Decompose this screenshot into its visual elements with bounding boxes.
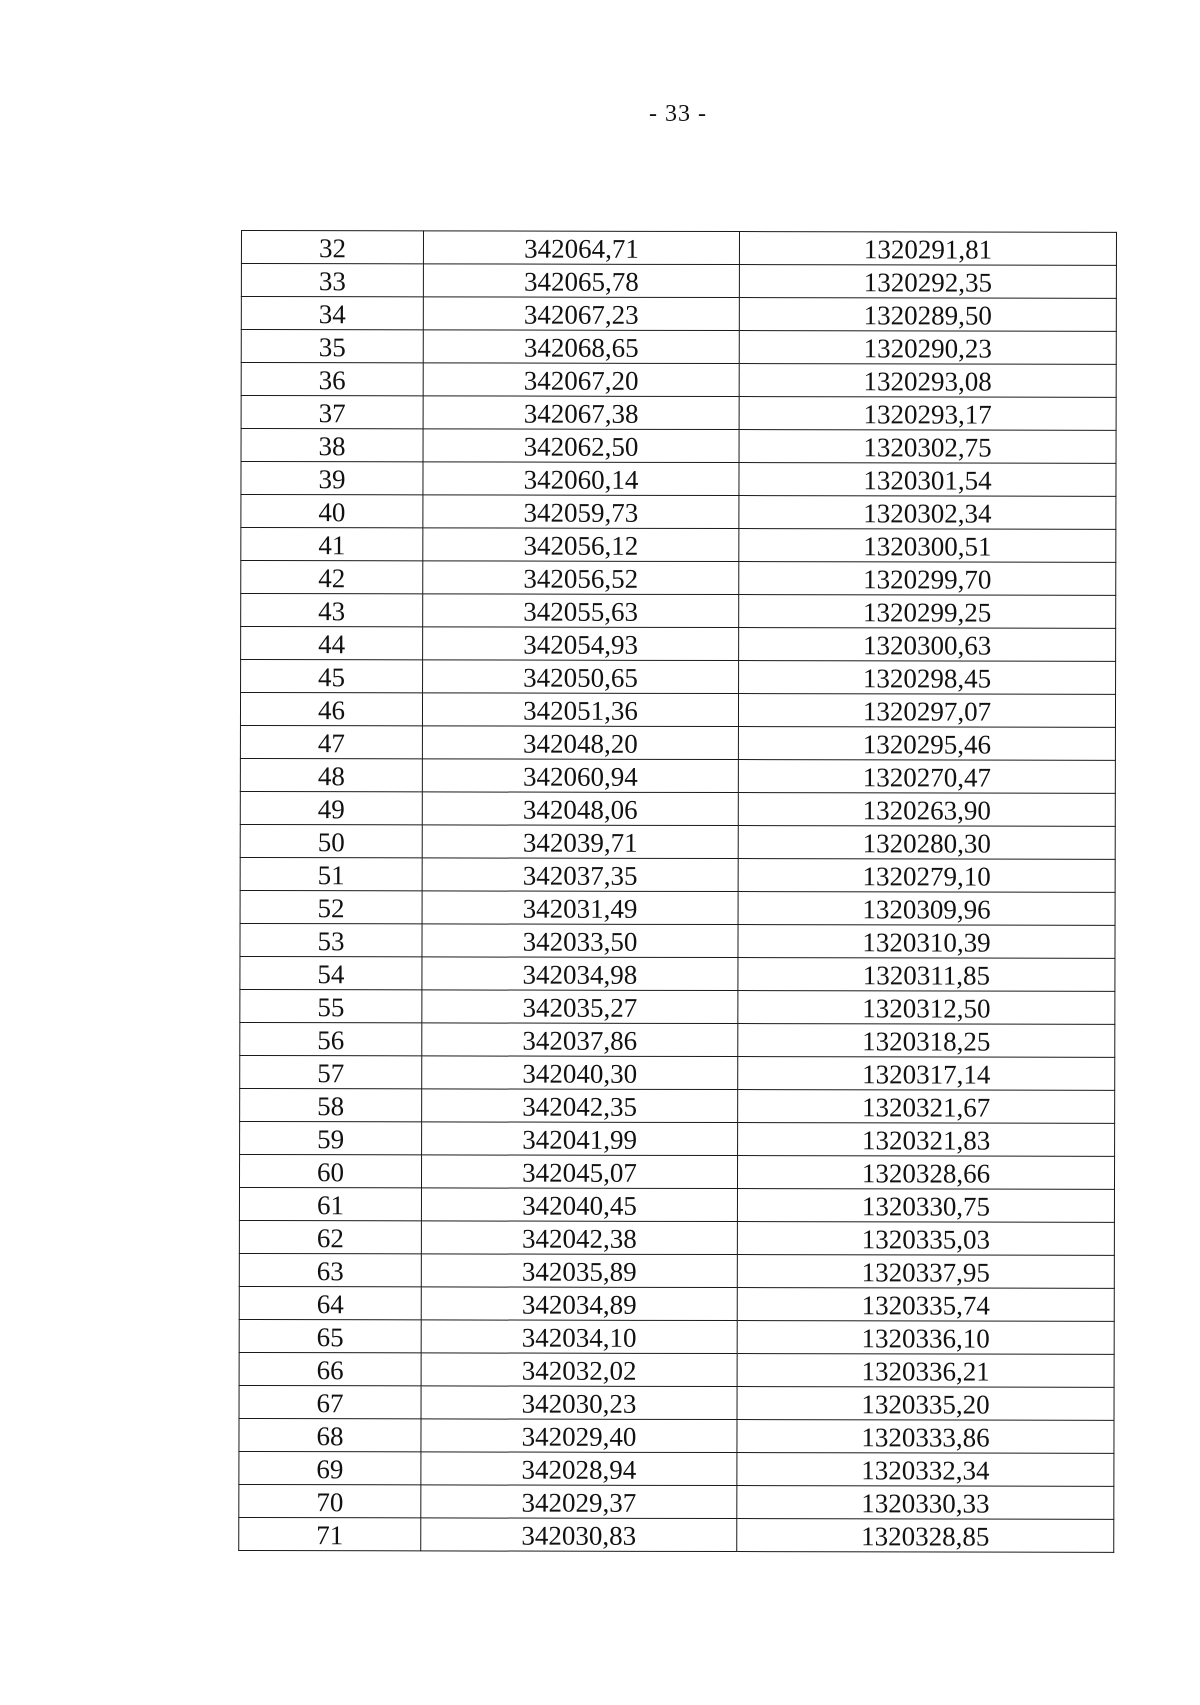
- table-row: [239, 1319, 1114, 1354]
- table-row: [241, 429, 1116, 464]
- point-number-cell: 39: [241, 462, 423, 495]
- point-number-cell: 38: [241, 429, 423, 462]
- table-row: [240, 758, 1115, 793]
- point-number-cell: 44: [241, 627, 423, 660]
- x-coordinate-cell: 342034,98: [422, 957, 738, 991]
- table-row: [239, 1352, 1114, 1387]
- page-number: - 33 -: [649, 101, 707, 127]
- x-coordinate-cell: 342032,02: [421, 1353, 737, 1387]
- table-row: [241, 660, 1116, 695]
- y-coordinate-cell: 1320299,70: [739, 562, 1116, 596]
- point-number-cell: 48: [240, 758, 422, 791]
- point-number-cell: 36: [241, 363, 423, 396]
- y-coordinate-cell: 1320299,25: [739, 595, 1116, 629]
- point-number-cell: 62: [239, 1220, 421, 1253]
- x-coordinate-cell: 342037,35: [422, 858, 738, 892]
- x-coordinate-cell: 342028,94: [421, 1452, 737, 1486]
- x-coordinate-cell: 342035,89: [421, 1254, 737, 1288]
- y-coordinate-cell: 1320317,14: [738, 1057, 1115, 1091]
- x-coordinate-cell: 342035,27: [422, 990, 738, 1024]
- x-coordinate-cell: 342045,07: [421, 1155, 737, 1189]
- y-coordinate-cell: 1320330,75: [737, 1189, 1114, 1223]
- y-coordinate-cell: 1320332,34: [737, 1453, 1114, 1487]
- table-row: [240, 923, 1115, 958]
- point-number-cell: 35: [241, 330, 423, 363]
- point-number-cell: 70: [239, 1484, 421, 1517]
- x-coordinate-cell: 342030,83: [421, 1518, 737, 1552]
- point-number-cell: 42: [241, 561, 423, 594]
- y-coordinate-cell: 1320335,03: [737, 1222, 1114, 1256]
- point-number-cell: 47: [240, 725, 422, 758]
- table-row: [240, 725, 1115, 760]
- y-coordinate-cell: 1320292,35: [739, 265, 1116, 299]
- point-number-cell: 33: [241, 264, 423, 297]
- x-coordinate-cell: 342048,06: [422, 792, 738, 826]
- x-coordinate-cell: 342067,23: [423, 297, 739, 331]
- table-row: [240, 1088, 1115, 1123]
- y-coordinate-cell: 1320336,21: [737, 1354, 1114, 1388]
- x-coordinate-cell: 342029,37: [421, 1485, 737, 1519]
- point-number-cell: 67: [239, 1385, 421, 1418]
- x-coordinate-cell: 342067,38: [423, 396, 739, 430]
- x-coordinate-cell: 342056,52: [423, 561, 739, 595]
- y-coordinate-cell: 1320295,46: [738, 727, 1115, 761]
- y-coordinate-cell: 1320298,45: [739, 661, 1116, 695]
- table-row: [240, 1121, 1115, 1156]
- y-coordinate-cell: 1320328,85: [737, 1519, 1114, 1553]
- table-row: [240, 693, 1115, 728]
- table-row: [239, 1418, 1114, 1453]
- y-coordinate-cell: 1320337,95: [737, 1255, 1114, 1289]
- y-coordinate-cell: 1320328,66: [737, 1156, 1114, 1190]
- y-coordinate-cell: 1320311,85: [738, 958, 1115, 992]
- point-number-cell: 63: [239, 1253, 421, 1286]
- y-coordinate-cell: 1320301,54: [739, 463, 1116, 497]
- x-coordinate-cell: 342048,20: [422, 726, 738, 760]
- y-coordinate-cell: 1320302,34: [739, 496, 1116, 530]
- table-row: [239, 1385, 1114, 1420]
- x-coordinate-cell: 342031,49: [422, 891, 738, 925]
- table-row: [240, 989, 1115, 1024]
- y-coordinate-cell: 1320280,30: [738, 826, 1115, 860]
- x-coordinate-cell: 342042,35: [422, 1089, 738, 1123]
- y-coordinate-cell: 1320300,51: [739, 529, 1116, 563]
- point-number-cell: 64: [239, 1286, 421, 1319]
- x-coordinate-cell: 342065,78: [423, 264, 739, 298]
- point-number-cell: 58: [240, 1088, 422, 1121]
- y-coordinate-cell: 1320336,10: [737, 1321, 1114, 1355]
- point-number-cell: 56: [240, 1022, 422, 1055]
- table-row: [241, 495, 1116, 530]
- point-number-cell: 53: [240, 923, 422, 956]
- point-number-cell: 61: [239, 1187, 421, 1220]
- y-coordinate-cell: 1320293,08: [739, 364, 1116, 398]
- x-coordinate-cell: 342060,14: [423, 462, 739, 496]
- table-row: [241, 231, 1116, 266]
- point-number-cell: 41: [241, 528, 423, 561]
- y-coordinate-cell: 1320300,63: [739, 628, 1116, 662]
- point-number-cell: 57: [240, 1055, 422, 1088]
- table-row: [241, 594, 1116, 629]
- table-row: [241, 528, 1116, 563]
- x-coordinate-cell: 342039,71: [422, 825, 738, 859]
- y-coordinate-cell: 1320309,96: [738, 892, 1115, 926]
- x-coordinate-cell: 342068,65: [423, 330, 739, 364]
- table-row: [240, 1055, 1115, 1090]
- table-row: [240, 791, 1115, 826]
- table-row: [239, 1253, 1114, 1288]
- point-number-cell: 55: [240, 989, 422, 1022]
- x-coordinate-cell: 342033,50: [422, 924, 738, 958]
- x-coordinate-cell: 342059,73: [423, 495, 739, 529]
- y-coordinate-cell: 1320335,20: [737, 1387, 1114, 1421]
- y-coordinate-cell: 1320310,39: [738, 925, 1115, 959]
- point-number-cell: 34: [241, 297, 423, 330]
- point-number-cell: 54: [240, 956, 422, 989]
- point-number-cell: 43: [241, 594, 423, 627]
- point-number-cell: 59: [240, 1121, 422, 1154]
- point-number-cell: 51: [240, 857, 422, 890]
- table-row: [241, 297, 1116, 332]
- table-row: [239, 1517, 1114, 1552]
- x-coordinate-cell: 342029,40: [421, 1419, 737, 1453]
- x-coordinate-cell: 342041,99: [422, 1122, 738, 1156]
- point-number-cell: 69: [239, 1451, 421, 1484]
- point-number-cell: 45: [241, 660, 423, 693]
- table-row: [239, 1154, 1114, 1189]
- point-number-cell: 49: [240, 791, 422, 824]
- y-coordinate-cell: 1320279,10: [738, 859, 1115, 893]
- y-coordinate-cell: 1320293,17: [739, 397, 1116, 431]
- table-row: [239, 1220, 1114, 1255]
- point-number-cell: 46: [240, 693, 422, 726]
- coordinates-table: [238, 230, 1117, 1553]
- y-coordinate-cell: 1320263,90: [738, 793, 1115, 827]
- table-row: [241, 462, 1116, 497]
- point-number-cell: 40: [241, 495, 423, 528]
- table-row: [239, 1187, 1114, 1222]
- x-coordinate-cell: 342050,65: [423, 660, 739, 694]
- y-coordinate-cell: 1320291,81: [739, 232, 1116, 266]
- y-coordinate-cell: 1320318,25: [738, 1024, 1115, 1058]
- y-coordinate-cell: 1320270,47: [738, 760, 1115, 794]
- table-row: [241, 561, 1116, 596]
- x-coordinate-cell: 342042,38: [421, 1221, 737, 1255]
- table-row: [239, 1286, 1114, 1321]
- y-coordinate-cell: 1320321,83: [738, 1123, 1115, 1157]
- x-coordinate-cell: 342055,63: [423, 594, 739, 628]
- x-coordinate-cell: 342034,89: [421, 1287, 737, 1321]
- y-coordinate-cell: 1320290,23: [739, 331, 1116, 365]
- x-coordinate-cell: 342030,23: [421, 1386, 737, 1420]
- table-row: [240, 956, 1115, 991]
- point-number-cell: 68: [239, 1418, 421, 1451]
- y-coordinate-cell: 1320335,74: [737, 1288, 1114, 1322]
- y-coordinate-cell: 1320321,67: [738, 1090, 1115, 1124]
- x-coordinate-cell: 342060,94: [422, 759, 738, 793]
- x-coordinate-cell: 342067,20: [423, 363, 739, 397]
- point-number-cell: 60: [239, 1154, 421, 1187]
- x-coordinate-cell: 342040,45: [421, 1188, 737, 1222]
- table-row: [240, 824, 1115, 859]
- x-coordinate-cell: 342062,50: [423, 429, 739, 463]
- table-row: [241, 330, 1116, 365]
- y-coordinate-cell: 1320289,50: [739, 298, 1116, 332]
- x-coordinate-cell: 342056,12: [423, 528, 739, 562]
- point-number-cell: 32: [241, 231, 423, 264]
- y-coordinate-cell: 1320333,86: [737, 1420, 1114, 1454]
- table-row: [241, 363, 1116, 398]
- coordinates-table-body: [239, 231, 1117, 1553]
- table-row: [240, 1022, 1115, 1057]
- table-row: [240, 890, 1115, 925]
- x-coordinate-cell: 342051,36: [422, 693, 738, 727]
- point-number-cell: 52: [240, 890, 422, 923]
- y-coordinate-cell: 1320312,50: [738, 991, 1115, 1025]
- point-number-cell: 37: [241, 396, 423, 429]
- y-coordinate-cell: 1320302,75: [739, 430, 1116, 464]
- x-coordinate-cell: 342034,10: [421, 1320, 737, 1354]
- y-coordinate-cell: 1320297,07: [738, 694, 1115, 728]
- table-row: [239, 1484, 1114, 1519]
- x-coordinate-cell: 342040,30: [422, 1056, 738, 1090]
- table-row: [239, 1451, 1114, 1486]
- table-row: [241, 396, 1116, 431]
- point-number-cell: 71: [239, 1517, 421, 1550]
- point-number-cell: 65: [239, 1319, 421, 1352]
- point-number-cell: 50: [240, 824, 422, 857]
- x-coordinate-cell: 342054,93: [423, 627, 739, 661]
- table-row: [241, 627, 1116, 662]
- table-row: [240, 857, 1115, 892]
- y-coordinate-cell: 1320330,33: [737, 1486, 1114, 1520]
- x-coordinate-cell: 342064,71: [423, 231, 739, 265]
- point-number-cell: 66: [239, 1352, 421, 1385]
- table-row: [241, 264, 1116, 299]
- x-coordinate-cell: 342037,86: [422, 1023, 738, 1057]
